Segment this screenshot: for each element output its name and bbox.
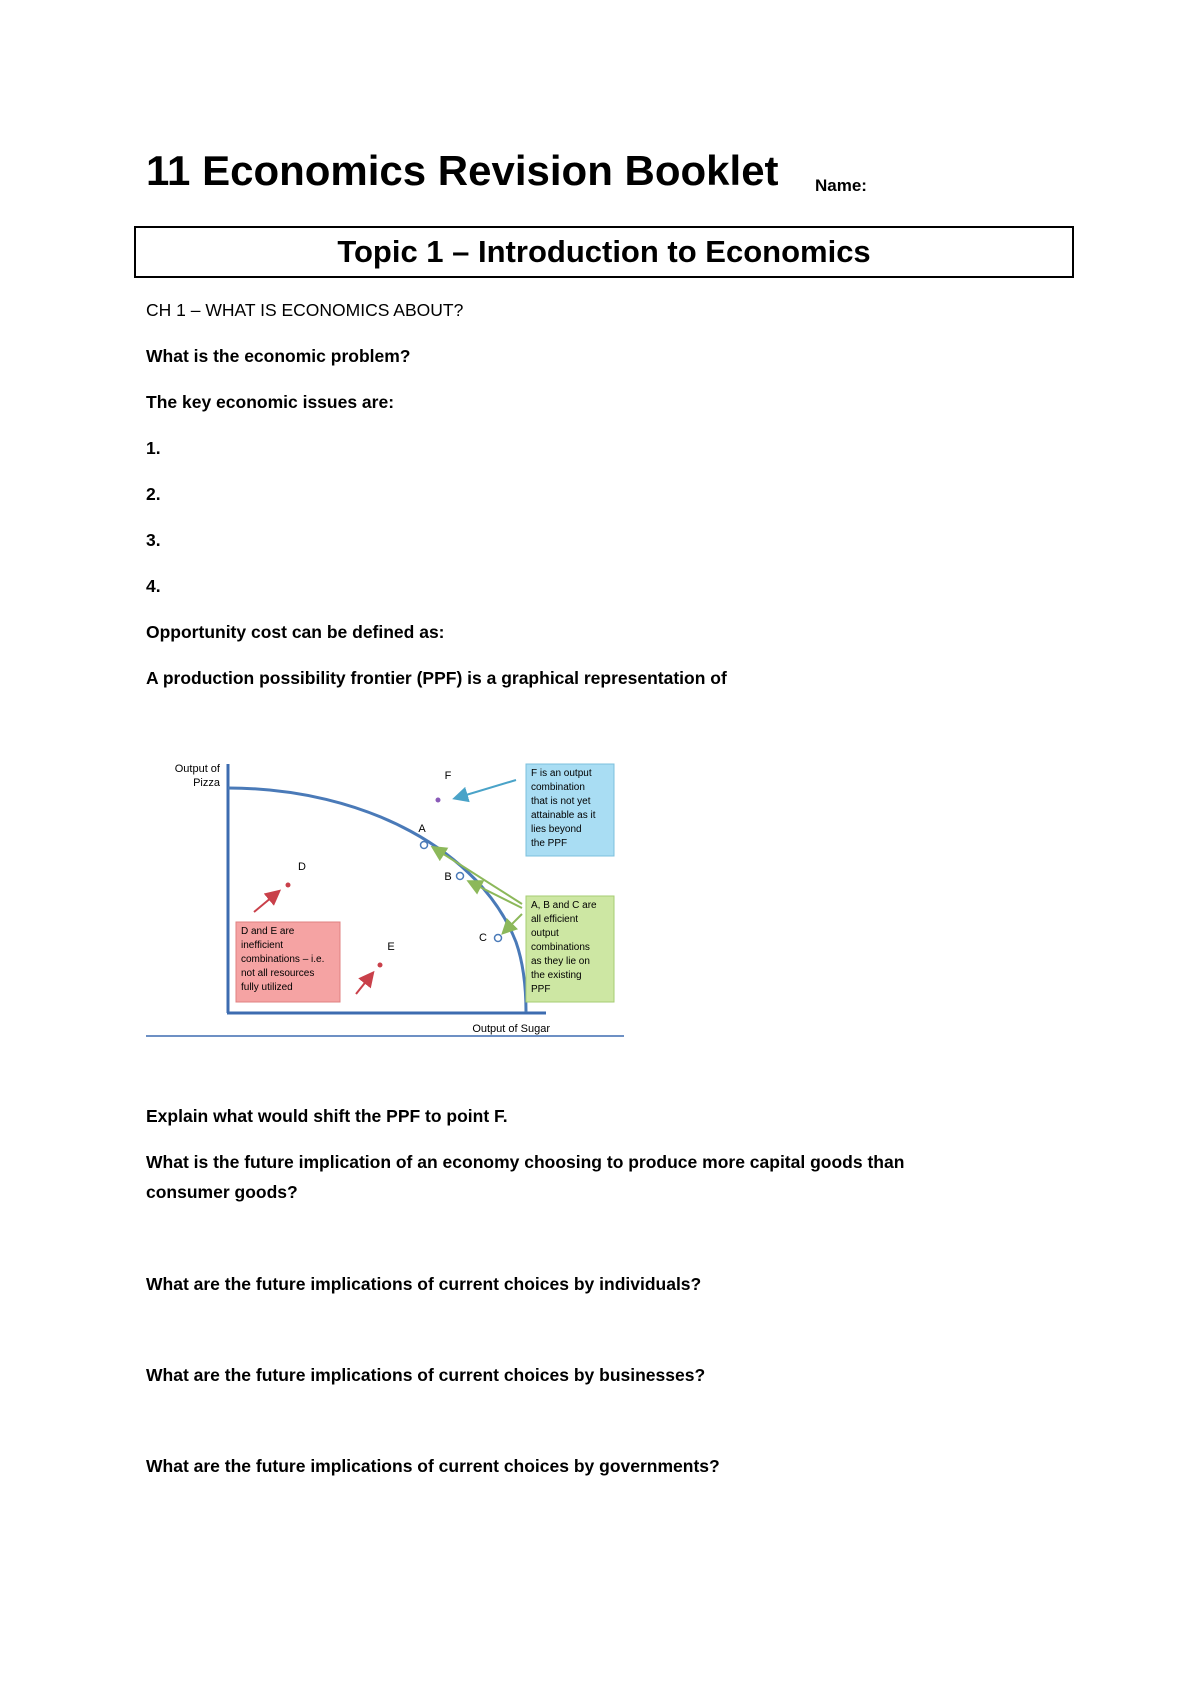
point-c (495, 935, 502, 942)
callout-de-line-4: not all resources (241, 968, 315, 979)
capital-goods-answer-2[interactable] (146, 1232, 1058, 1250)
name-label: Name: (815, 176, 867, 195)
booklet-title: 11 Economics Revision Booklet (146, 147, 779, 194)
callout-abc-line-1: A, B and C are (531, 900, 597, 911)
point-a (421, 842, 428, 849)
callout-de-line-1: D and E are (241, 926, 295, 937)
individuals-question: What are the future implications of current choices by individuals? (146, 1274, 702, 1294)
chapter-heading: CH 1 – WHAT IS ECONOMICS ABOUT? (146, 300, 464, 320)
callout-f-line-1: F is an output (531, 768, 592, 779)
callout-de-line-3: combinations – i.e. (241, 954, 325, 965)
businesses-question: What are the future implications of current choices by businesses? (146, 1365, 706, 1385)
ppf-definition-answer-1[interactable] (796, 670, 1052, 688)
point-f-label: F (444, 770, 452, 782)
x-axis-label: Output of Sugar (472, 1023, 550, 1035)
ppf-diagram (146, 752, 626, 1042)
callout-abc-line-4: combinations (531, 942, 590, 953)
capital-goods-question-line-2: consumer goods? (146, 1182, 298, 1202)
issue-number-2: 2. (146, 484, 161, 504)
callout-abc-line-3: output (531, 928, 559, 939)
callout-abc-line-7: PPF (531, 984, 551, 995)
point-d-label: D (298, 861, 306, 873)
governments-question: What are the future implications of current choices by governments? (146, 1456, 720, 1476)
callout-f-line-2: combination (531, 782, 585, 793)
callout-f-arrow (456, 780, 516, 798)
callout-f-line-3: that is not yet (531, 796, 591, 807)
opportunity-cost-answer[interactable] (484, 624, 916, 642)
callout-de-arrow-d (254, 892, 278, 912)
ppf-definition-question: A production possibility frontier (PPF) is a graphical representation of (146, 668, 727, 688)
key-issues-label: The key economic issues are: (146, 392, 395, 412)
topic-heading-box (134, 226, 1074, 278)
callout-de-line-5: fully utilized (241, 982, 293, 993)
point-b (457, 873, 464, 880)
callout-f-line-6: the PPF (531, 838, 568, 849)
businesses-answer[interactable] (146, 1414, 1058, 1432)
issue-number-1: 1. (146, 438, 161, 458)
shift-ppf-answer[interactable] (560, 1108, 1006, 1126)
issue-number-3: 3. (146, 530, 161, 550)
point-d (286, 883, 291, 888)
name-field[interactable] (870, 176, 1062, 196)
economic-problem-answer[interactable] (442, 348, 1010, 366)
callout-de-line-2: inefficient (241, 940, 284, 951)
callout-abc-line-6: the existing (531, 970, 582, 981)
point-e-label: E (387, 941, 395, 953)
ppf-definition-answer-2[interactable] (146, 718, 1004, 736)
point-f (436, 798, 441, 803)
ppf-chart-svg (146, 752, 626, 1042)
governments-answer[interactable] (146, 1505, 1058, 1523)
topic-heading: Topic 1 – Introduction to Economics (337, 234, 871, 269)
point-c-label: C (479, 932, 487, 944)
y-axis-label-2: Pizza (193, 777, 220, 789)
y-axis-label-1: Output of (174, 763, 220, 775)
callout-de-arrow-e (356, 974, 372, 994)
capital-goods-answer-1[interactable] (314, 1184, 1048, 1202)
shift-ppf-question: Explain what would shift the PPF to point F. (146, 1106, 508, 1126)
individuals-answer[interactable] (146, 1323, 1058, 1341)
callout-f-line-4: attainable as it (531, 810, 596, 821)
capital-goods-question-line-1: What is the future implication of an economy choosing to produce more capital goods than (146, 1152, 905, 1172)
callout-f-line-5: lies beyond (531, 824, 582, 835)
point-a-label: A (418, 823, 426, 835)
point-e (378, 963, 383, 968)
callout-abc-line-5: as they lie on (531, 956, 590, 967)
economic-problem-question: What is the economic problem? (146, 346, 411, 366)
callout-abc-line-2: all efficient (531, 914, 579, 925)
point-b-label: B (444, 871, 452, 883)
issue-number-4: 4. (146, 576, 161, 596)
opportunity-cost-question: Opportunity cost can be defined as: (146, 622, 445, 642)
